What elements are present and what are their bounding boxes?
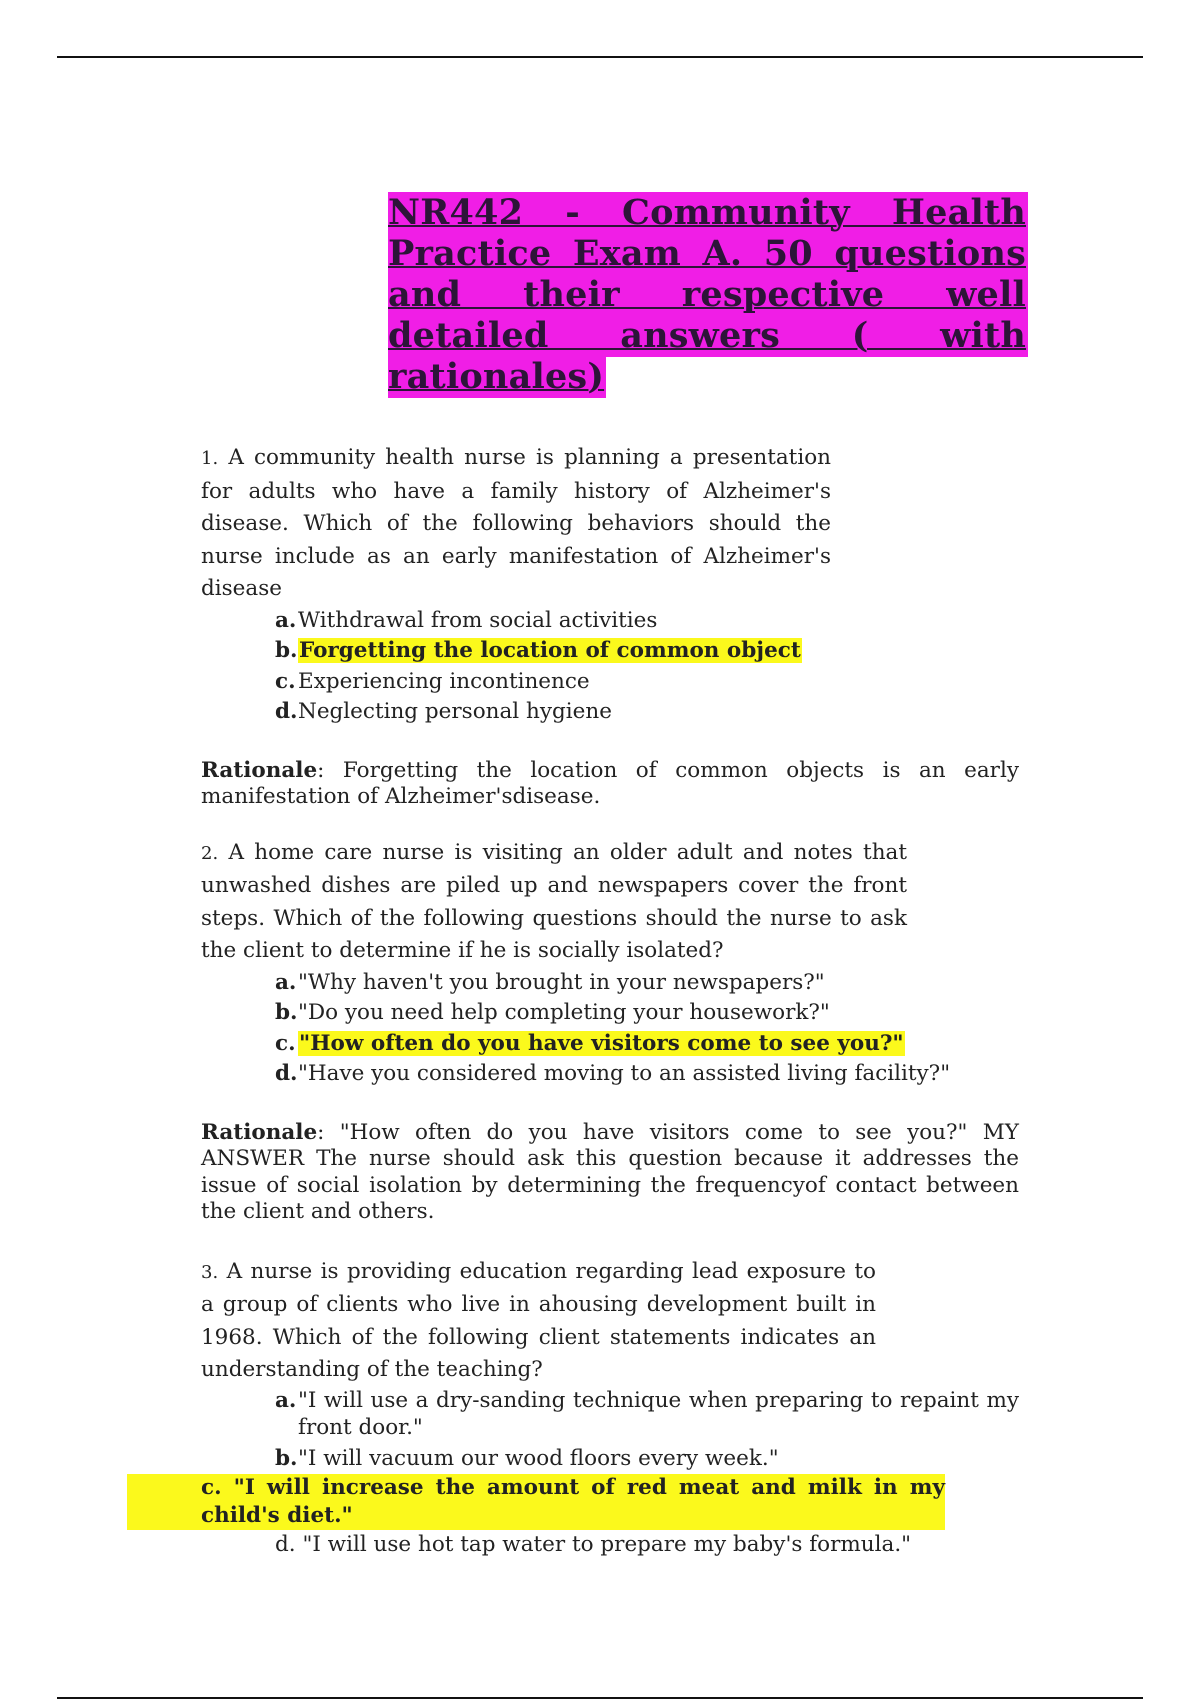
title-block — [388, 192, 1028, 397]
question-1 — [201, 442, 1019, 728]
answer-options-continued — [201, 1530, 1019, 1561]
document-body — [201, 442, 1019, 1561]
rationale-2: Rationale: "How often do you have visitors come to see you?" MY ANSWER The nurse should ask this question because it addresses the issue of social isolation by determining the frequencyof contact between the client and others. — [201, 1119, 1019, 1224]
option-b: b. "Do you need help completing your housework?" — [275, 1000, 830, 1025]
option-d: d. "I will use hot tap water to prepare my baby's formula." — [275, 1532, 912, 1557]
question-stem: 3. A nurse is providing education regarding lead exposure to a group of clients who live in ahousing development built in 1968. Which of the following client statements indicates an understanding of the teaching? — [201, 1258, 876, 1382]
option-d: d. Neglecting personal hygiene — [275, 699, 612, 724]
answer-options — [201, 968, 1019, 1090]
question-2 — [201, 837, 1019, 1090]
option-c-correct: c. "I will increase the amount of red meat and milk in my child's diet." — [127, 1474, 945, 1530]
question-stem: 2. A home care nurse is visiting an older adult and notes that unwashed dishes are piled up and newspapers cover the front steps. Which of the following questions should the nurse to ask the client to determine if he is socially isolated? — [201, 839, 907, 963]
option-a: a. "Why haven't you brought in your newspapers?" — [275, 969, 825, 995]
option-b: b. "I will vacuum our wood floors every week." — [275, 1445, 779, 1471]
option-c-correct: c. "How often do you have visitors come to see you?" — [275, 1030, 904, 1056]
rationale-1: Rationale: Forgetting the location of common objects is an early manifestation of Alzheimer'sdisease. — [201, 757, 1019, 809]
answer-options — [201, 606, 1019, 728]
option-b-correct: b. Forgetting the location of common object — [275, 638, 801, 663]
bottom-rule — [57, 1697, 1143, 1699]
option-c: c. Experiencing incontinence — [275, 668, 590, 694]
option-d: d. "Have you considered moving to an assisted living facility?" — [275, 1061, 951, 1086]
question-stem: 1. A community health nurse is planning a presentation for adults who have a family history of Alzheimer's disease. Which of the following behaviors should the nurse include as an early manifestation of Alzheimer's disease — [201, 445, 831, 601]
answer-options — [201, 1387, 1019, 1475]
question-3 — [201, 1256, 1019, 1561]
option-a: a. "I will use a dry-sanding technique when preparing to repaint my front door." — [275, 1387, 1019, 1440]
top-rule — [57, 56, 1143, 58]
option-a: a. Withdrawal from social activities — [275, 607, 658, 633]
document-title: NR442 - Community Health Practice Exam A. 50 questions and their respective well detailed answers ( with rationales) — [388, 192, 1026, 397]
